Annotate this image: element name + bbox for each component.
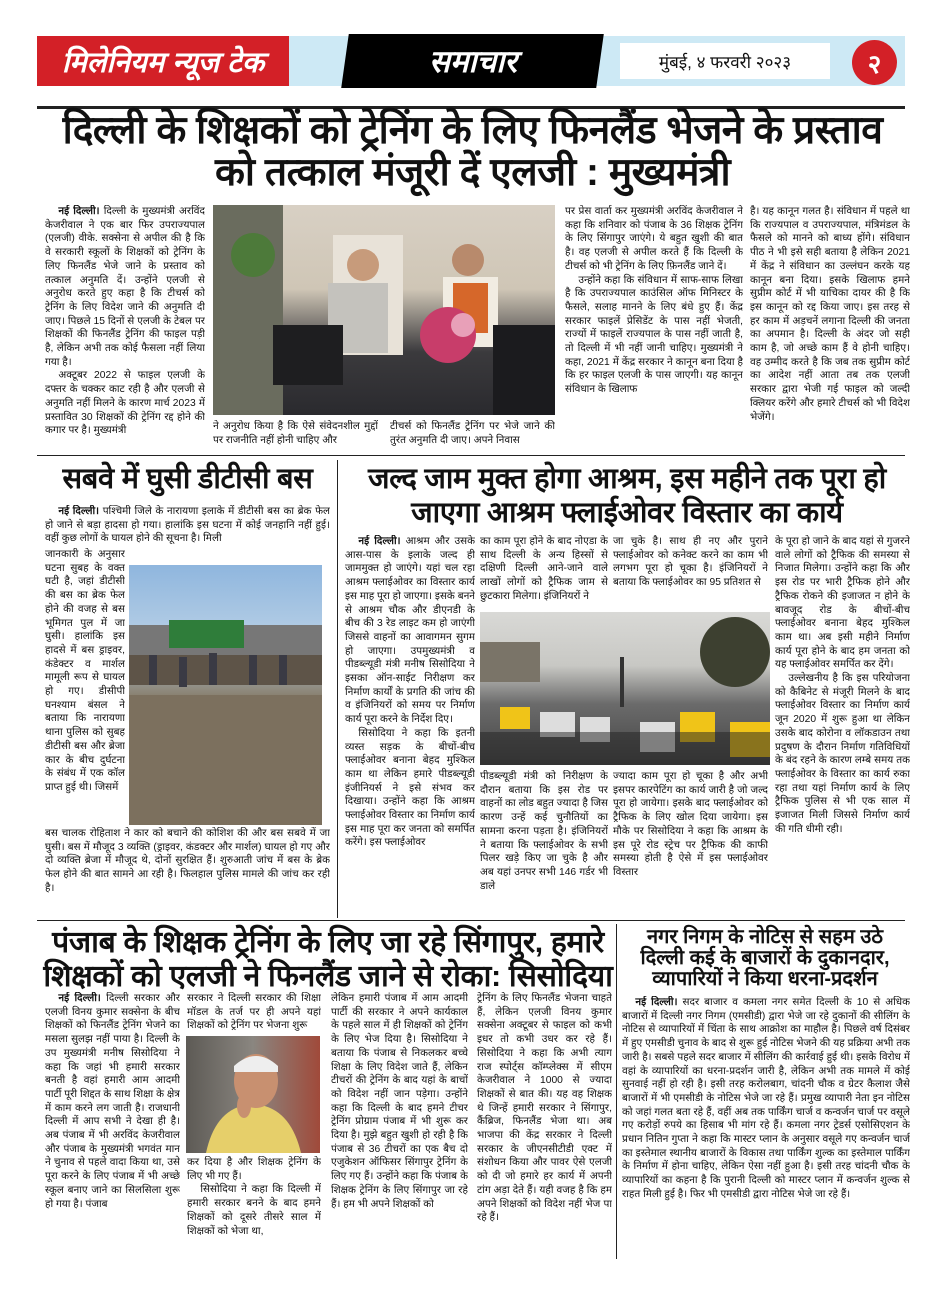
lead-headline — [40, 110, 905, 194]
photo-bus-accident — [129, 565, 322, 825]
divider — [37, 920, 905, 921]
photo-sisodia — [186, 1036, 320, 1153]
story4-column-4: ट्रेनिंग के लिए फिनलैंड भेजना चाहते हैं, लेकिन एलजी विनय कुमार सक्सेना अक्टूबर से फाइल को कभी इधर तो कभी उधर कर रहे हैं। सिसोदिया ने कहा कि अभी त्याग राज स्पोर्ट्स कॉम्प्लेक्स में सीएम केजरीवाल ने 1000 से ज्यादा शिक्षकों से बात की। यह वह शिक्षक थे जिन्हें हमारी सरकार ने सिंगापुर, कैंब्रिज, फिनलैंड भेजा था। अब भाजपा की केंद्र सरकार ने दिल्ली सरकार के जीएनसीटीडी एक्ट में संशोधन किया और पावर ऐसे एलजी को दी जो हमारे हर कार्य में अपनी टांग अड़ा देते हैं। यही वजह है कि हम अपने शिक्षकों को विदेश नहीं भेज पा रहे हैं। — [477, 993, 612, 1224]
photo-kejriwal-meeting-lg — [213, 205, 555, 415]
story4-column-2-bottom — [187, 1156, 321, 1256]
headline-line: को तत्काल मंजूरी दें एलजी : मुख्यमंत्री — [214, 151, 731, 194]
story1-under-photo-right: टीचर्स को फिनलैंड ट्रेनिंग पर भेजे जाने की तुरंत अनुमति दी जाए। अपने निवास — [390, 421, 555, 446]
sisodia-headline — [38, 926, 618, 994]
story1-under-photo-left: ने अनुरोध किया है कि ऐसे संवेदनशील मुद्दों पर राजनीति नहीं होनी चाहिए और — [213, 421, 378, 446]
photo-ashram-traffic — [480, 612, 770, 765]
paragraph: सिसोदिया ने कहा कि दिल्ली में हमारी सरकार बनने के बाद हमने शिक्षकों को दूसरे तीसरे साल में शिक्षकों को भेजा था, — [187, 1184, 321, 1237]
photo-illustration — [129, 565, 322, 825]
story3-column-b-bottom: पीडब्ल्यूडी मंत्री को निरीक्षण के दौरान बताया कि इस रोड पर वाहनों का लोड बहुत ज्यादा है जिस कारण उन्हें कई चुनौतियों का सामना करना पड़ता है। इंजिनियरों ने बताया कि फ्लाईओवर के सभी पिलर खड़े किए जा चुके है और अब यहां उनपर सभी 146 गर्डर भी डाले — [480, 771, 608, 892]
story1-column-4 — [750, 205, 910, 453]
headline-line: दिल्ली कई के बाजारों के दुकानदार, — [640, 947, 890, 969]
story2-narrow: जानकारी के अनुसार घटना सुबह के वक्त घटी है, जहां डीटीसी की बस का ब्रेक फेल होने की वजह से बस भूमिगत पुल में जा घुसी। हालांकि इस हादसे में बस ड्राइवर, कंडेक्टर व मार्शल मामूली रूप से घायल हो गए। डीसीपी घनश्याम बंसल ने बताया कि नारायणा थाना पुलिस को सुबह डीटीसी बस और ब्रेजा कार के बीच दुर्घटना के संबंध में एक कॉल प्राप्त हुई थी। जिसमें — [45, 549, 125, 793]
story1-column-3 — [565, 205, 743, 453]
paragraph: के पूरा हो जाने के बाद यहां से गुजरने वाले लोगों को ट्रैफिक की समस्या से निजात मिलेगा। उन्होंने कहा कि और इस रोड पर भारी ट्रैफिक होने और ट्रैफिक रोकने की इजाजत न होने के बावजूद रोड के बीचों-बीच फ्लाईओवर बनाना बेहद मुश्किल काम था। अब इसी महीने निर्माण कार्य पूरा होने के बाद हम जनता को यह फ्लाईओवर समर्पित कर देंगे। — [775, 536, 910, 671]
bus-headline: सबवे में घुसी डीटीसी बस — [62, 463, 313, 495]
page-number: २ — [852, 40, 897, 85]
paragraph: है। यह कानून गलत है। संविधान में पहले था कि राज्यपाल व उपराज्यपाल, मंत्रिमंडल के फैसले को मानने को बाध्य होंगे। संविधान पीठ ने भी इसे सही बताया है लेकिन 2021 में केंद्र ने संविधान का उल्लंघन करके यह कानून बना दिया। इसके खिलाफ हमने सुप्रीम कोर्ट में भी याचिका दायर की है कि इस कानून को रद्द किया जाए। इस तरह से हर काम में अड़चनें लगाना दिल्ली की जनता का अपमान है। दिल्ली के अंदर जो सही काम है, जो अच्छे काम हैं वे होनी चाहिए। वह उम्मीद करते है कि जब तक सुप्रीम कोर्ट का आदेश नहीं आता तब तक एलजी सरकार द्वारा भेजी गई फाइल को जल्दी क्लियर करेंगे और हमारे टीचर्स को भी विदेश भेजेंगे। — [750, 206, 910, 423]
column-divider — [337, 460, 338, 918]
column-divider — [616, 924, 617, 1259]
story4-column-3: लेकिन हमारी पंजाब में आम आदमी पार्टी की सरकार ने अपने कार्यकाल के पहले साल में ही शिक्षकों को ट्रेनिंग के लिए भेज दिया है। सिसोदिया ने बताया कि पंजाब से निकलकर बच्चे शिक्षा के लिए विदेश जाते हैं, लेकिन टीचरों की ट्रेनिंग के बाद यहां के बाचों को विदेश नहीं जान पड़ेगा। उन्होंने कहा कि दिल्ली के बाद हमने टीचर ट्रेनिंग प्रोग्राम पंजाब में भी शुरू कर दिया है। मुझे बहुत खुशी हो रही है कि पंजाब से 36 टीचरों का एक बैच दो एजुकेशन ऑफिसर सिंगापुर ट्रेनिंग के लिए गए हैं। उन्होंने कहा कि पंजाब के शिक्षक ट्रेनिंग के लिए सिंगापुर जा रहे हैं। हम भी अपने शिक्षकों को — [331, 993, 468, 1210]
photo-illustration — [186, 1036, 320, 1153]
headline-line: जल्द जाम मुक्त होगा आश्रम, इस महीने तक पूरा हो — [368, 463, 886, 495]
paragraph: दिल्ली सरकार और एलजी विनय कुमार सक्सेना के बीच शिक्षकों को फिनलैंड ट्रेनिंग भेजने का मसला सुलझ नहीं पाया है। दिल्ली के उप मुख्यमंत्री मनीष सिसोदिया ने कहा कि जहां भी हमारी सरकार बनती है वहां हमारी आम आदमी पार्टी पूरी शिद्दत के साथ शिक्षा के क्षेत्र में काम करने लग जाती है। राजधानी दिल्ली में आप सभी ने देखा ही है। अब पंजाब में भी अरविंद केजरीवाल और पंजाब के मुख्यमंत्री भगवंत मान ने चुनाव से पहले वादा किया था, उसे पूरा करने के लिए पंजाब में भी अच्छे स्कूल बनाए जाने का सिलसिला शुरू हो गया है। पंजाब — [45, 993, 180, 1210]
mcd-notice-headline — [620, 927, 910, 990]
headline-line: जाएगा आश्रम फ्लाईओवर विस्तार का कार्य — [411, 497, 843, 529]
dateline: नई दिल्ली। — [58, 506, 100, 517]
headline-line: दिल्ली के शिक्षकों को ट्रेनिंग के लिए फिनलैंड भेजने के प्रस्ताव — [62, 109, 883, 152]
headline-line: व्यापारियों ने किया धरना-प्रदर्शन — [652, 968, 878, 990]
brand-name: मिलेनियम न्यूज टेक — [61, 46, 265, 79]
headline-line: शिक्षकों को एलजी ने फिनलैंड जाने से रोका: सिसोदिया — [43, 960, 613, 993]
headline-line: पंजाब के शिक्षक ट्रेनिंग के लिए जा रहे सिंगापुर, हमारे — [52, 926, 604, 959]
dateline: नई दिल्ली। — [58, 993, 101, 1004]
paragraph: सिसोदिया ने कहा कि इतनी व्यस्त सड़क के बीचों-बीच फ्लाईओवर बनाना बेहद मुश्किल काम था लेकिन हमारे पीडब्ल्यूडी इंजीनियर्स ने इसे संभव कर दिखाया। उन्होंने कहा कि आश्रम फ्लाईओवर विस्तार का निर्माण कार्य इस माह पूरा कर जनता को समर्पित करेंगे। इस फ्लाईओवर — [345, 727, 475, 849]
ashram-headline — [343, 462, 911, 530]
story1-column-1 — [45, 205, 205, 453]
paragraph: आश्रम और उसके आस-पास के इलाके जल्द ही जाममुक्त हो जाएंगे। यहां चल रहा आश्रम फ्लाईओवर का विस्तार कार्य इस माह पूरा हो जाएगा। इसके बनने से आश्रम चौक और डीएनडी के बीच की 3 रेड लाइट कम हो जाएंगी जिससे वाहनों का आवागमन सुगम हो जाएगा। उपमुख्यमंत्री व पीडब्ल्यूडी मंत्री मनीष सिसोदिया ने इसका ऑन-साईट निरीक्षण कर निर्माण कार्यों के प्रगति की जांच की व इंजिनियरों को समय पर निर्माण कार्य पूरा करने के निर्देश दिए। — [345, 536, 475, 726]
dateline: नई दिल्ली। — [635, 997, 678, 1008]
story5-body — [622, 996, 910, 1248]
headline-line: नगर निगम के नोटिस से सहम उठे — [647, 926, 883, 948]
section-label — [341, 34, 604, 88]
section-name: समाचार — [428, 44, 517, 79]
paragraph: पश्चिमी जिले के नारायणा इलाके में डीटीसी बस का ब्रेक फेल हो जाने से बड़ा हादसा हो गया। हालांकि इस घटना में कोई जनहानि नहीं हुई। वहीं कुछ लोगों के घायल होने की सूचना है। मिली — [45, 506, 330, 545]
story2-bottom: बस चालक रोहिताश ने कार को बचाने की कोशिश की और बस सबवे में जा घुसी। बस में मौजूद 3 व्यक्ति (ड्राइवर, कंडक्टर और मार्शल) घायल हो गए और दो व्यक्ति ब्रेजा में मौजूद थे, दोनों सुरक्षित हैं। शुरुआती जांच में बस के ब्रेक फेल होने की बात सामने आ रही है। फिलहाल पुलिस मामले की जांच कर रही है। — [45, 828, 330, 894]
story2-top — [45, 505, 330, 547]
paragraph: कर दिया है और शिक्षक ट्रेनिंग के लिए भी गए हैं। — [187, 1157, 321, 1182]
divider — [37, 455, 905, 456]
photo-illustration — [213, 205, 555, 415]
story3-column-c-top: जा चुके है। साथ ही नए और पुराने फ्लाईओवर को कनेक्ट करने का काम भी लगभग पूरा हो चूका है। इंजिनियरों ने बताया कि फ्लाईओवर का 95 प्रतिशत से — [613, 536, 768, 589]
story4-column-2-top: सरकार ने दिल्ली सरकार की शिक्षा मॉडल के तर्ज पर ही अपने यहां शिक्षकों को ट्रेनिंग पर भेजना शुरू — [187, 993, 321, 1032]
edition-date: मुंबई, ४ फरवरी २०२३ — [620, 43, 830, 79]
paragraph: उल्लेखनीय है कि इस परियोजना को कैबिनेट से मंजूरी मिलने के बाद फ्लाईओवर विस्तार का निर्माण कार्य जून 2020 में शुरू हुआ था लेकिन उसके बाद कोरोना व लॉकडाउन तथा प्रदुषण के दौरान निर्माण गतिविधियों के बंद रहने के कारण लम्बे समय तक फ्लाईओवर के विस्तार का कार्य रुका रहा तथा यहां निर्माण कार्य के लिए ट्रैफिक पुलिस से भी एक साल में इजाजत मिली जिससे निर्माण कार्य की गति धीमी रही। — [775, 673, 910, 835]
paragraph: दिल्ली के मुख्यमंत्री अरविंद केजरीवाल ने एक बार फिर उपराज्यपाल (एलजी) वीके. सक्सेना से अपील की है कि वे सरकारी स्कूलों के शिक्षकों को ट्रेनिंग के लिए फिनलैंड भेजे जाने के प्रस्ताव को तत्काल अनुमति दें। उन्होंने एलजी से अनुरोध करते हुए कहा है कि टीचर्स को ट्रेनिंग के लिए विदेश जाने की अनुमति दी जाए। पिछले 15 दिनों से एलजी के टेबल पर शिक्षकों की फिनलैंड ट्रेनिंग की फाइल पड़ी है, लेकिन अभी तक कोई फैसला नहीं लिया गया है। — [45, 206, 205, 368]
story3-column-c-bottom: ज्यादा काम पूरा हो चूका है और अभी इसपर कारपेटिंग का कार्य जारी है जो जल्द पूरा हो जायेगा। इसके बाद फ्लाईओवर को ट्रैफिक के लिए खोल दिया जायेगा। इस मौके पर सिसोदिया ने कहा कि आश्रम के इस पूरे रोड स्ट्रेच पर ट्रैफिक की काफी समस्या होती है ऐसे में इस फ्लाईओवर विस्तार — [613, 771, 768, 878]
story3-column-a — [345, 535, 475, 917]
dateline: नई दिल्ली। — [58, 206, 100, 217]
paragraph: पर प्रेस वार्ता कर मुख्यमंत्री अरविंद केजरीवाल ने कहा कि शनिवार को पंजाब के 36 शिक्षक ट्रेनिंग के लिए सिंगापुर जाएंगे। ये बहुत खुशी की बात है। वह एलजी से अपील करते हैं कि दिल्ली के टीचर्स को भी ट्रेनिंग के लिए फ़िनलैंड जाने दें। — [565, 206, 743, 272]
story3-column-d — [775, 535, 910, 917]
story3-column-b-top: का काम पूरा होने के बाद नोएडा के साथ दिल्ली के अन्य हिस्सों से दक्षिणी दिल्ली आने-जाने वाले लाखों लोगों को ट्रैफिक जाम से छुटकारा मिलेगा। इंजिनियरों ने — [480, 536, 608, 602]
newspaper-logo — [37, 36, 289, 86]
paragraph: अक्टूबर 2022 से फाइल एलजी के दफ्तर के चक्कर काट रही है और एलजी से अनुमति नहीं मिलने के कारण मार्च 2023 में प्रस्तावित 30 शिक्षकों की ट्रेनिंग रद्द होने की कगार पर है। मुख्यमंत्री — [45, 370, 205, 437]
paragraph: सदर बाजार व कमला नगर समेत दिल्ली के 10 से अधिक बाजारों में दिल्ली नगर निगम (एमसीडी) द्वारा भेजे जा रहे दुकानों की सीलिंग के नोटिस से व्यापारियों में चिंता के साथ आक्रोश का माहौल है। पिछले वर्ष दिसंबर में हुए एमसीडी चुनाव के बाद से शुरू हुई नोटिस भेजने की यह प्रक्रिया अभी तक जारी है। सबसे पहले सदर बाजार में सीलिंग की कार्रवाई हुई थी। इसके विरोध में वहां के व्यापारियों का धरना-प्रदर्शन जारी है, लेकिन अभी तक मामले में कोई सुनवाई नहीं हो रही है। इसी तरह करोलबाग, चांदनी चौक व ग्रेटर कैलाश जैसे बाजारों में भी एमसीडी के नोटिस भेजे जा रहे हैं। प्रमुख व्यापारी नेता इन नोटिस को जहां गलत बता रहे हैं, वहीं अब तक पार्किंग चार्ज व कन्वर्जन चार्ज पर वसूले गए करोड़ों रुपये का हिसाब भी मांग रहे हैं। कमला नगर ट्रेडर्स एसोसिएशन के प्रधान नितिन गुप्ता ने कहा कि मास्टर प्लान के अनुसार वसूले गए कन्वर्जन चार्ज का इस्तेमाल स्थानीय बाजारों के विकास तथा पार्किंग शुल्क का इस्तेमाल पार्किंग के निर्माण में होना चाहिए, लेकिन ऐसा नहीं हुआ है। इसी तरह चांदनी चौक के व्यापारियों का कहना है कि पुरानी दिल्ली को मास्टर प्लान में कन्वर्जन शुल्क से राहत मिली हुई है। फिर भी एमसीडी द्वारा नोटिस भेजे जा रहे हैं। — [622, 997, 910, 1200]
paragraph: उन्होंने कहा कि संविधान में साफ-साफ लिखा है कि उपराज्यपाल काउंसिल ऑफ मिनिस्टर के फैसले, सलाह मानने के लिए बंधे हुए हैं। केंद्र सरकार फाइलें प्रेसिडेंट के पास नहीं भेजती, राज्यों में फाइलें राज्यपाल के पास नहीं जाती है, तो दिल्ली में भी नहीं जानी चाहिए। मुख्यमंत्री ने कहा, 2021 में केंद्र सरकार ने कानून बना दिया है कि हर फाइल एलजी के पास जाएगी। यह कानून संविधान के खिलाफ — [565, 274, 743, 396]
dateline: नई दिल्ली। — [358, 536, 401, 547]
story4-column-1 — [45, 992, 180, 1256]
photo-illustration — [480, 612, 770, 765]
